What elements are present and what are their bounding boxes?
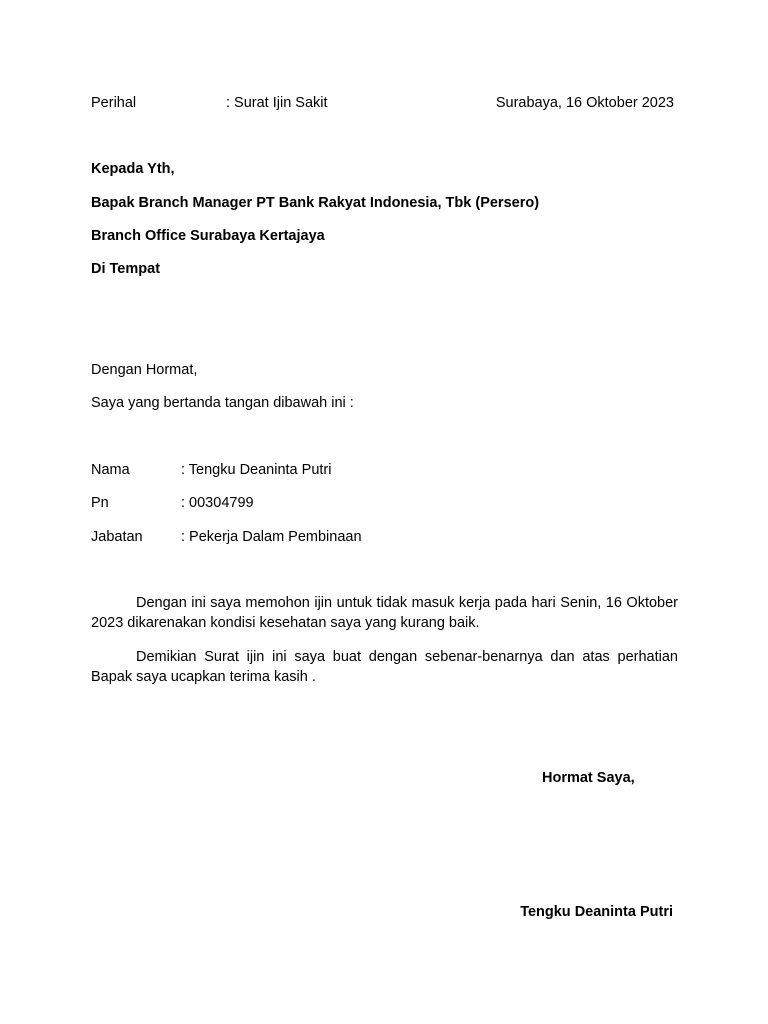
- salutation: Dengan Hormat,: [91, 362, 198, 378]
- subject-label: Perihal: [91, 95, 137, 111]
- body-paragraph-2: [91, 647, 678, 687]
- identity-value-position: : Pekerja Dalam Pembinaan: [181, 529, 362, 545]
- recipient-line-1: Bapak Branch Manager PT Bank Rakyat Indonesia, Tbk (Persero): [91, 195, 540, 211]
- identity-label-position: Jabatan: [91, 529, 143, 545]
- body-paragraph-1-text: Dengan ini saya memohon ijin untuk tidak masuk kerja pada hari Senin, 16 Oktober 2023 dikarenakan kondisi kesehatan saya yang kurang baik.: [91, 595, 678, 631]
- identity-value-pn: : 00304799: [181, 495, 254, 511]
- recipient-line-3: Di Tempat: [91, 261, 161, 277]
- identity-label-name: Nama: [91, 462, 130, 478]
- body-paragraph-2-text: Demikian Surat ijin ini saya buat dengan sebenar-benarnya dan atas perhatian Bapak saya ucapkan terima kasih .: [91, 649, 678, 685]
- place-date: Surabaya, 16 Oktober 2023: [495, 95, 674, 111]
- body-paragraph-1: [91, 593, 678, 633]
- identity-value-name: : Tengku Deaninta Putri: [181, 462, 332, 478]
- recipient-line-2: Branch Office Surabaya Kertajaya: [91, 228, 325, 244]
- recipient-greeting: Kepada Yth,: [91, 161, 175, 177]
- intro-line: Saya yang bertanda tangan dibawah ini :: [91, 395, 354, 411]
- identity-label-pn: Pn: [91, 495, 109, 511]
- signer-name: Tengku Deaninta Putri: [520, 904, 673, 920]
- sign-off: Hormat Saya,: [542, 770, 635, 786]
- subject-value: : Surat Ijin Sakit: [226, 95, 328, 111]
